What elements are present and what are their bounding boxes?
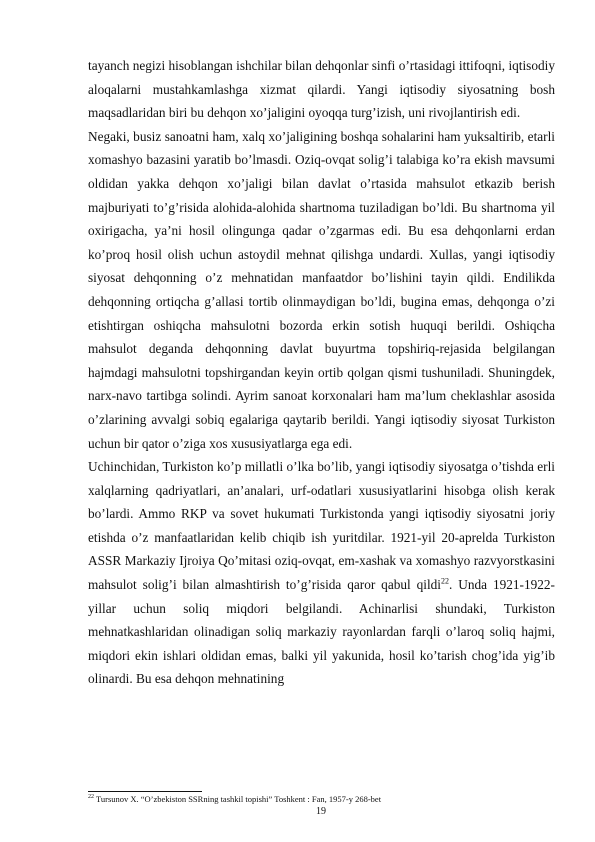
footnote-separator (88, 791, 202, 792)
paragraph-3-text-before: Uchinchidan, Turkiston ko’p millatli o’lka bo’lib, yangi iqtisodiy siyosatga o’tishda erli xalqlarning qadriyatlari, an’analari, urf-odatlari xususiyatlarini hisobga olish kerak bo’lardi. Ammo RKP va sovet hukumati Turkistonda yangi iqtisodiy siyosatni joriy etishda o’z manfaatlaridan kelib chiqib ish yuritdilar. 1921-yil 20-aprelda Turkiston ASSR Markaziy Ijroiya Qo’mitasi oziq-ovqat, em-xashak va xomashyo razvyorstkasini mahsulot solig’i bilan almashtirish to’g’risida qaror qabul qildi (88, 459, 555, 593)
paragraph-3-text-after: . Unda 1921-1922-yillar uchun soliq miqdori belgilandi. Achinarlisi shundaki, Turkiston mehnatkashlaridan olinadigan soliq markaziy rayonlardan farqli o’laroq soliq hajmi, miqdori ekin ishlari oldidan emas, balki yil yakunida, hosil ko’tarish chog’ida yig’ib olinardi. Bu esa dehqon mehnatining (88, 577, 555, 687)
footnote-text: Tursunov X. “O’zbekiston SSRning tashkil topishi” Toshkent : Fan, 1957-y 268-bet (94, 794, 382, 804)
footnote-reference[interactable]: 22 (441, 576, 450, 586)
body-text (88, 54, 555, 691)
page-number: 19 (316, 806, 326, 817)
paragraph-3 (88, 455, 555, 691)
paragraph-1: tayanch negizi hisoblangan ishchilar bilan dehqonlar sinfi o’rtasidagi ittifoqni, iqtisodiy aloqalarni mustahkamlashga xizmat qilardi. Yangi iqtisodiy siyosatning bosh maqsadlaridan biri bu dehqon xo’jaligini oyoqqa turg’izish, uni rivojlantirish edi. (88, 58, 555, 121)
footnote (88, 793, 555, 805)
footnote-number: 22 (88, 794, 94, 801)
paragraph-2: Negaki, busiz sanoatni ham, xalq xo’jaligining boshqa sohalarini ham yuksaltirib, etarli xomashyo bazasini yaratib bo’lmasdi. Oziq-ovqat solig’i talabiga ko’ra ekish mavsumi oldidan yakka dehqon xo’jaligi bilan davlat o’rtasida mahsulot etkazib berish majburiyati to’g’risida alohida-alohida shartnoma tuziladigan bo’ldi. Bu shartnoma yil oxirigacha, ya’ni hosil olingunga qadar o’zgarmas edi. Bu esa dehqonlarni erdan ko’proq hosil olish uchun astoydil mehnat qilishga undardi. Xullas, yangi iqtisodiy siyosat dehqonning o’z mehnatidan manfaatdor bo’lishini tayin qildi. Endilikda dehqonning ortiqcha g’allasi tortib olinmaydigan bo’ldi, bugina emas, dehqonga o’zi etishtirgan oshiqcha mahsulotni bozorda erkin sotish huquqi berildi. Oshiqcha mahsulot deganda dehqonning davlat buyurtma topshiriq-rejasida belgilangan hajmdagi mahsulotni topshirgandan keyin ortib qolgan qismi tushuniladi. Shuningdek, narx-navo tartibga solindi. Ayrim sanoat korxonalari ham ma’lum cheklashlar asosida o’zlarining avvalgi sobiq egalariga qaytarib berildi. Yangi iqtisodiy siyosat Turkiston uchun bir qator o’ziga xos xususiyatlarga ega edi. (88, 128, 555, 451)
